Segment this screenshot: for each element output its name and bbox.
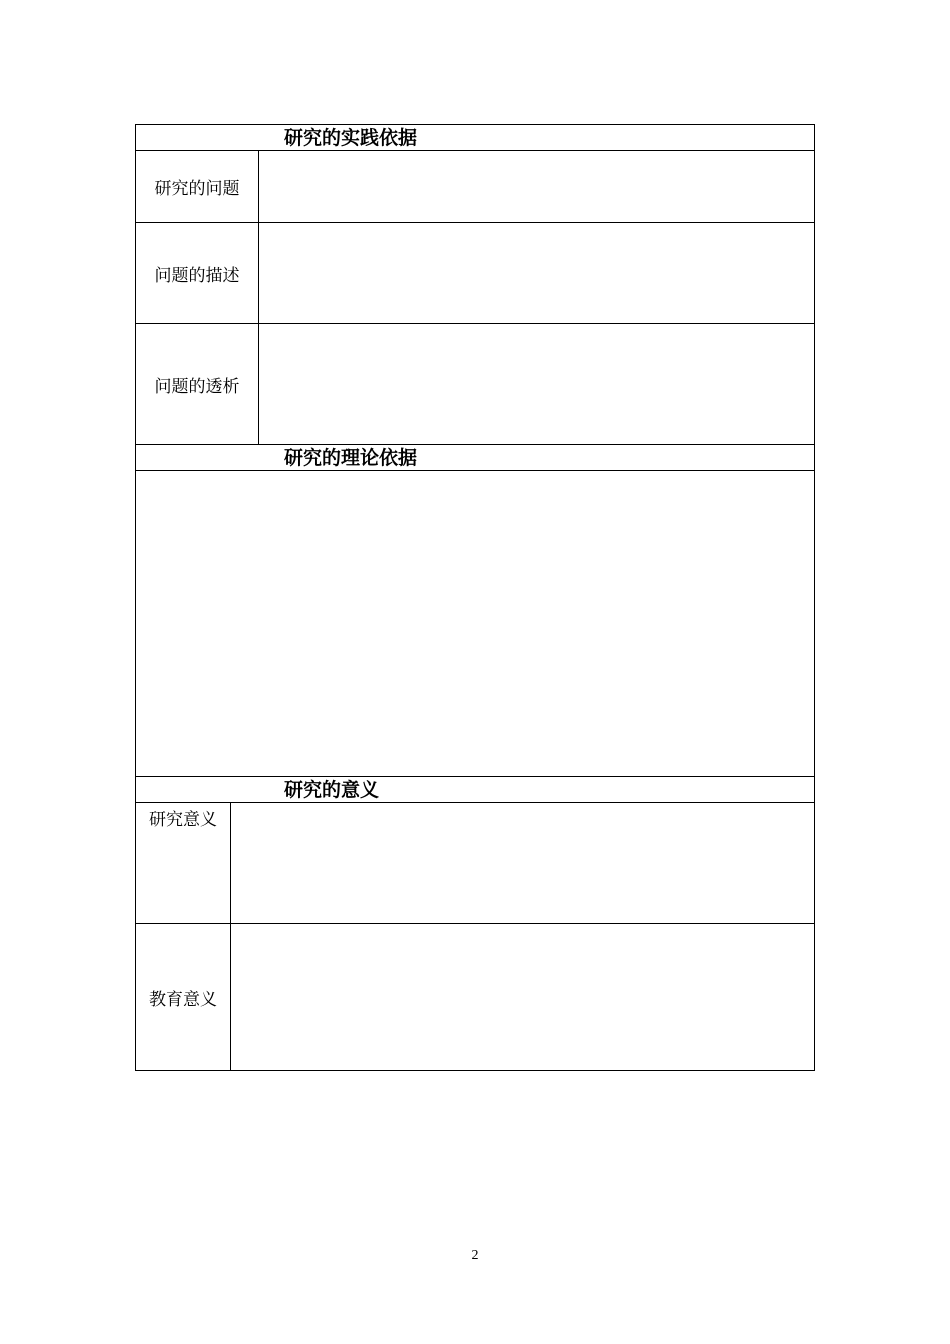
content-theory[interactable] — [136, 471, 814, 776]
form-row-problem-description — [136, 223, 814, 324]
section-header-practice — [136, 125, 814, 151]
form-row-problem-analysis — [136, 324, 814, 445]
form-row-research-question — [136, 151, 814, 223]
content-research-question[interactable] — [259, 151, 814, 222]
form-row-educational-significance — [136, 924, 814, 1070]
label-problem-description: 问题的描述 — [136, 223, 259, 323]
form-row-theory-content — [136, 471, 814, 777]
section-title-theory: 研究的理论依据 — [284, 447, 418, 469]
label-research-significance: 研究意义 — [136, 803, 231, 923]
section-header-significance — [136, 777, 814, 803]
page-number: 2 — [471, 1248, 479, 1263]
research-form-table — [135, 124, 815, 1071]
label-research-question: 研究的问题 — [136, 151, 259, 222]
content-problem-description[interactable] — [259, 223, 814, 323]
label-educational-significance: 教育意义 — [136, 924, 231, 1070]
section-title-practice: 研究的实践依据 — [284, 127, 418, 149]
content-research-significance[interactable] — [231, 803, 814, 923]
section-header-theory — [136, 445, 814, 471]
content-educational-significance[interactable] — [231, 924, 814, 1070]
content-problem-analysis[interactable] — [259, 324, 814, 444]
label-problem-analysis: 问题的透析 — [136, 324, 259, 444]
form-row-research-significance — [136, 803, 814, 924]
section-title-significance: 研究的意义 — [284, 779, 380, 801]
